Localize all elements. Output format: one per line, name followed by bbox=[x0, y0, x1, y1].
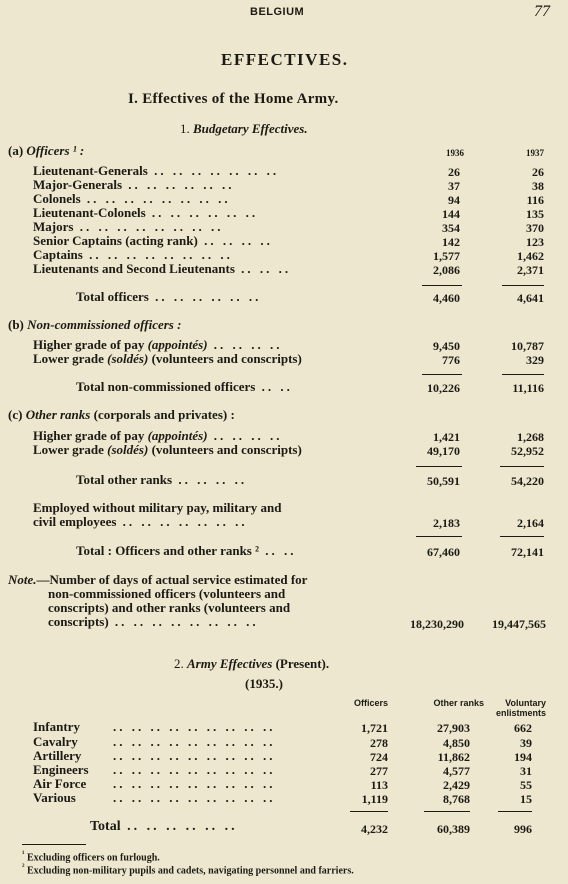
running-title: BELGIUM bbox=[250, 6, 305, 18]
rule-b-1937 bbox=[502, 374, 544, 375]
employed-1936: 2,183 bbox=[433, 516, 460, 530]
section-b-heading-text: Non-commissioned officers : bbox=[27, 317, 182, 332]
army-row-label-text: Air Force bbox=[33, 776, 87, 791]
note-1936: 18,230,290 bbox=[410, 617, 464, 631]
army-row-label-text: Cavalry bbox=[33, 734, 78, 749]
army-row-label-text: Various bbox=[33, 790, 76, 805]
leader-dots: .. .. .. .. bbox=[207, 428, 283, 443]
section-title bbox=[128, 91, 339, 108]
grade-row-post: (volunteers and conscripts) bbox=[148, 351, 302, 366]
army-row-officers: 278 bbox=[370, 736, 388, 750]
officer-row-label-text: Senior Captains (acting rank) bbox=[33, 233, 198, 248]
officer-row-1937: 116 bbox=[526, 193, 544, 207]
officer-row-label-text: Majors bbox=[33, 219, 74, 234]
rule-p2-officers bbox=[350, 811, 388, 812]
leader-dots: .. .. .. .. .. .. bbox=[145, 205, 259, 220]
officer-row-1937: 123 bbox=[526, 235, 544, 249]
officer-row-1936: 1,577 bbox=[433, 249, 460, 263]
col-header-other-ranks: Other ranks bbox=[433, 698, 484, 708]
grade-row-label bbox=[33, 442, 302, 458]
page-title: EFFECTIVES. bbox=[221, 50, 349, 69]
total-other-ranks-label: Total other ranks .. .. .. .. bbox=[76, 472, 248, 487]
officer-row-1936: 94 bbox=[448, 193, 460, 207]
total-officers-1936: 4,460 bbox=[433, 291, 460, 305]
grade-row-label bbox=[33, 351, 302, 367]
total-nco-1936: 10,226 bbox=[427, 381, 460, 395]
army-row-label bbox=[33, 790, 276, 806]
grade-row-1936: 1,421 bbox=[433, 430, 460, 444]
total-nco-label: Total non-commissioned officers .. .. bbox=[76, 379, 293, 394]
section-c-heading-rest: (corporals and privates) : bbox=[90, 407, 235, 422]
total-other-ranks-1936: 50,591 bbox=[427, 474, 460, 488]
grade-row-italic: (soldés) bbox=[107, 442, 149, 457]
grade-row-1936: 9,450 bbox=[433, 339, 460, 353]
officer-row-label bbox=[33, 261, 291, 277]
army-row-officers: 1,119 bbox=[361, 792, 388, 806]
army-row-other: 8,768 bbox=[443, 792, 470, 806]
officer-row-1936: 2,086 bbox=[433, 263, 460, 277]
officer-row-label-text: Colonels bbox=[33, 191, 81, 206]
army-row-voluntary: 55 bbox=[520, 778, 532, 792]
grade-row-pre: Higher grade of pay bbox=[33, 428, 148, 443]
grade-row-italic: (appointés) bbox=[147, 428, 208, 443]
p2-total-voluntary: 996 bbox=[514, 822, 532, 836]
grade-row-1937: 1,268 bbox=[517, 430, 544, 444]
note-prefix: Note. bbox=[8, 572, 37, 587]
section-a-heading bbox=[8, 143, 84, 159]
section-b-heading: (b) Non-commissioned officers : bbox=[8, 317, 182, 332]
part2-year: (1935.) bbox=[245, 676, 283, 691]
grand-total-1936: 67,460 bbox=[427, 545, 460, 559]
grade-row-1937: 329 bbox=[526, 353, 544, 367]
rule-a-1936 bbox=[422, 285, 462, 286]
officer-row-1937: 1,462 bbox=[517, 249, 544, 263]
section-title-text: I. Effectives of the Home Army. bbox=[128, 91, 339, 107]
leader-dots: .. .. .. .. bbox=[207, 337, 283, 352]
officer-row-1936: 142 bbox=[442, 235, 460, 249]
army-row-label bbox=[33, 719, 276, 735]
leader-dots: .. .. .. .. .. .. .. .. .. bbox=[113, 748, 276, 763]
grade-row-pre: Lower grade bbox=[33, 351, 108, 366]
part1-title-text: Budgetary Effectives. bbox=[193, 121, 308, 136]
leader-dots: .. .. .. .. .. .. .. .. .. bbox=[113, 776, 276, 791]
grade-row-italic: (soldés) bbox=[107, 351, 149, 366]
army-row-label-text: Engineers bbox=[33, 762, 89, 777]
section-c-heading-italic: Other ranks bbox=[25, 407, 91, 422]
col-header-officers: Officers bbox=[353, 698, 388, 708]
rule-a-1937 bbox=[502, 285, 544, 286]
army-row-voluntary: 39 bbox=[520, 736, 532, 750]
part1-title-num: 1. bbox=[180, 121, 190, 136]
leader-dots: .. .. .. .. .. .. bbox=[122, 177, 235, 192]
officer-row-1936: 354 bbox=[442, 221, 460, 235]
grand-total-label: Total : Officers and other ranks ² .. .. bbox=[76, 543, 297, 558]
army-row-officers: 113 bbox=[370, 778, 388, 792]
total-nco-1937: 11,116 bbox=[512, 381, 544, 395]
officer-row-label-text: Captains bbox=[33, 247, 83, 262]
leader-dots: .. .. .. bbox=[234, 261, 292, 276]
footnote-1: $^{^1}$ Excluding officers on furlough. bbox=[22, 849, 160, 864]
rule-grand-1936 bbox=[416, 536, 462, 537]
officer-row-label-text: Lieutenant-Generals bbox=[33, 163, 148, 178]
part1-title bbox=[180, 121, 308, 137]
grade-row-1936: 49,170 bbox=[427, 444, 460, 458]
army-row-voluntary: 15 bbox=[520, 792, 532, 806]
grade-row-1936: 776 bbox=[442, 353, 460, 367]
p2-total-label: Total .. .. .. .. .. .. bbox=[90, 819, 238, 834]
grade-row-1937: 10,787 bbox=[511, 339, 544, 353]
rule-c-1937 bbox=[500, 466, 544, 467]
army-row-officers: 1,721 bbox=[361, 721, 388, 735]
leader-dots: .. .. .. .. .. .. .. .. bbox=[80, 191, 231, 206]
leader-dots: .. .. .. .. .. .. .. .. bbox=[73, 219, 224, 234]
grade-row-post: (volunteers and conscripts) bbox=[148, 442, 302, 457]
employed-1937: 2,164 bbox=[517, 516, 544, 530]
footnote-rule bbox=[22, 844, 86, 845]
army-row-officers: 277 bbox=[370, 764, 388, 778]
army-row-label-text: Infantry bbox=[33, 719, 80, 734]
rule-p2-voluntary bbox=[498, 811, 532, 812]
year-header-1936: 1936 bbox=[446, 148, 464, 158]
grade-row-1937: 52,952 bbox=[511, 444, 544, 458]
officer-row-label-text: Lieutenants and Second Lieutenants bbox=[33, 261, 235, 276]
leader-dots: .. .. .. .. .. .. .. .. bbox=[82, 247, 233, 262]
rule-b-1936 bbox=[422, 374, 462, 375]
army-row-other: 2,429 bbox=[443, 778, 470, 792]
army-row-other: 4,850 bbox=[443, 736, 470, 750]
leader-dots: .. .. .. .. .. .. .. .. .. bbox=[113, 790, 276, 805]
grand-total-1937: 72,141 bbox=[511, 545, 544, 559]
officer-row-1937: 370 bbox=[526, 221, 544, 235]
page-number: 77 bbox=[534, 3, 550, 20]
p2-total-other: 60,389 bbox=[437, 822, 470, 836]
leader-dots: .. .. .. .. .. .. .. bbox=[147, 163, 280, 178]
total-officers-label: Total officers .. .. .. .. .. .. bbox=[76, 289, 262, 304]
year-header-1937: 1937 bbox=[526, 148, 544, 158]
section-c-heading: (c) Other ranks (corporals and privates) : bbox=[8, 407, 235, 422]
section-a-letter: (a) bbox=[8, 143, 24, 158]
officer-row-1936: 37 bbox=[448, 179, 460, 193]
section-a-heading-text: Officers ¹ : bbox=[26, 143, 85, 158]
army-row-voluntary: 662 bbox=[514, 721, 532, 735]
officer-row-1937: 2,371 bbox=[517, 263, 544, 277]
total-other-ranks-1937: 54,220 bbox=[511, 474, 544, 488]
officer-row-1937: 135 bbox=[526, 207, 544, 221]
leader-dots: .. .. .. .. .. .. .. .. .. bbox=[113, 734, 276, 749]
footnote-2: $^{^2}$ Excluding non-military pupils and cadets, navigating personnel and farriers. bbox=[22, 862, 354, 877]
officer-row-1937: 38 bbox=[532, 179, 544, 193]
p2-total-officers: 4,232 bbox=[361, 822, 388, 836]
army-row-other: 4,577 bbox=[443, 764, 470, 778]
total-officers-1937: 4,641 bbox=[517, 291, 544, 305]
army-row-label-text: Artillery bbox=[33, 748, 82, 763]
officer-row-label-text: Major-Generals bbox=[33, 177, 123, 192]
rule-p2-other bbox=[424, 811, 470, 812]
note-1937: 19,447,565 bbox=[492, 617, 546, 631]
part2-title-italic: Army Effectives bbox=[187, 656, 273, 671]
officer-row-label-text: Lieutenant-Colonels bbox=[33, 205, 146, 220]
grade-row-pre: Higher grade of pay bbox=[33, 337, 148, 352]
army-row-voluntary: 31 bbox=[520, 764, 532, 778]
grade-row-pre: Lower grade bbox=[33, 442, 108, 457]
army-row-voluntary: 194 bbox=[514, 750, 532, 764]
employed-label-line2: civil employees .. .. .. .. .. .. .. bbox=[33, 514, 248, 529]
army-row-other: 27,903 bbox=[437, 721, 470, 735]
leader-dots: .. .. .. .. .. .. .. .. .. bbox=[113, 719, 276, 734]
rule-c-1936 bbox=[416, 466, 462, 467]
leader-dots: .. .. .. .. .. .. .. .. .. bbox=[113, 762, 276, 777]
leader-dots: .. .. .. .. bbox=[197, 233, 273, 248]
col-header-voluntary: Voluntary enlistments bbox=[495, 698, 546, 718]
part2-title: 2. Army Effectives (Present). bbox=[174, 656, 330, 671]
note-block: Note.—Number of days of actual service estimated for non-commissioned officers (volunteers and conscripts) and other ranks (volunteers and conscripts) .. .. .. .. .. .. .. .. bbox=[8, 572, 308, 629]
army-row-other: 11,862 bbox=[437, 750, 470, 764]
officer-row-1936: 26 bbox=[448, 165, 460, 179]
officer-row-1937: 26 bbox=[532, 165, 544, 179]
rule-grand-1937 bbox=[500, 536, 544, 537]
employed-label-line1: Employed without military pay, military and bbox=[33, 500, 282, 515]
army-row-officers: 724 bbox=[370, 750, 388, 764]
grade-row-italic: (appointés) bbox=[147, 337, 208, 352]
officer-row-1936: 144 bbox=[442, 207, 460, 221]
